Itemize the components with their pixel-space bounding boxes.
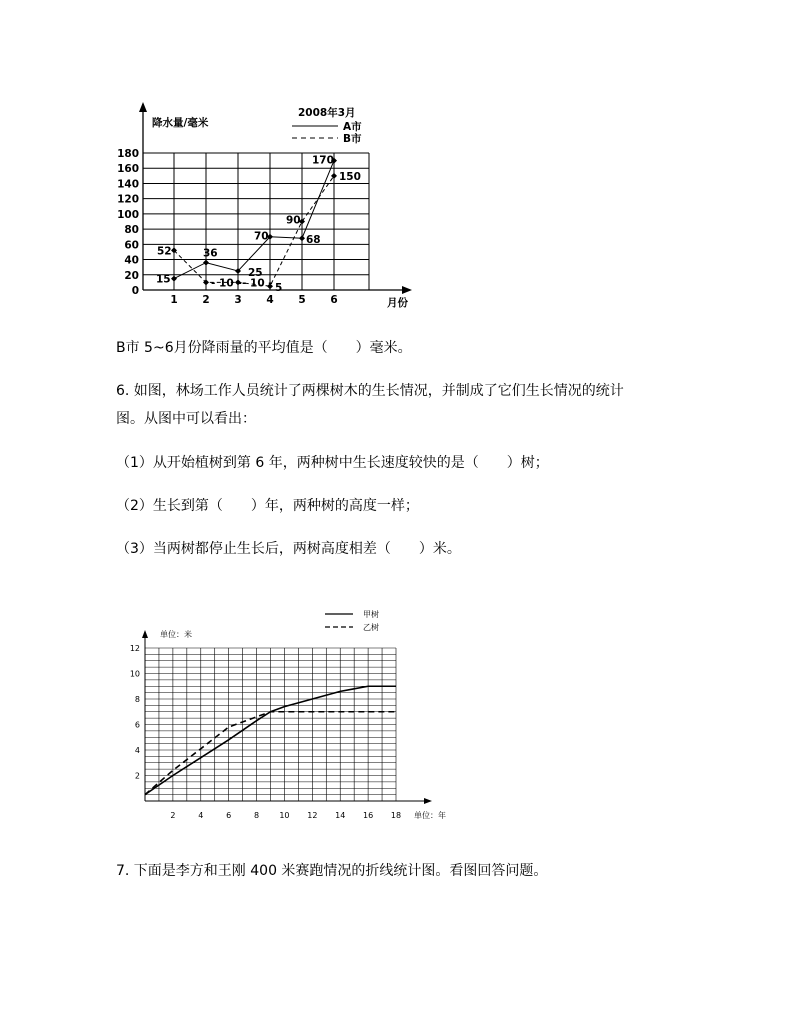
chart1-ytick-label: 60 (124, 239, 139, 252)
chart2-ylabel: 单位：米 (160, 630, 192, 639)
chart1-data-label: 36 (203, 247, 218, 260)
chart1-ytick-label: 20 (124, 269, 139, 282)
chart1-point-marker (299, 235, 305, 241)
chart1-ytick-label: 80 (124, 224, 139, 237)
chart2-xtick-label: 2 (170, 811, 176, 820)
chart1-data-label: 15 (156, 273, 171, 286)
chart1-data-label: - 10 - (242, 277, 273, 290)
question-6-intro-line1: 6. 如图，林场工作人员统计了两棵树木的生长情况，并制成了它们生长情况的统计 (116, 383, 624, 399)
chart1-y-axis-arrow (139, 102, 147, 112)
chart1-legend-label: A市 (343, 121, 362, 133)
question-6-sub1: （1）从开始植树到第 6 年，两种树中生长速度较快的是（ ）树； (116, 455, 549, 471)
question-6-sub2: （2）生长到第（ ）年，两种树的高度一样； (116, 498, 419, 514)
chart1-data-label: 170 (312, 154, 334, 167)
chart2-xtick-label: 18 (390, 811, 402, 820)
chart1-legend-label: B市 (343, 133, 362, 145)
chart1-data-label: 70 (254, 230, 269, 243)
chart1-point-marker (203, 260, 209, 266)
chart1-xtick-label: 5 (298, 294, 306, 306)
chart2-ytick-label: 6 (134, 720, 140, 730)
chart1-ytick-label: 100 (117, 208, 139, 221)
chart1-data-label: - 10 - (211, 277, 242, 290)
chart2-y-axis-arrow (142, 630, 148, 638)
chart1-xtick-label: 4 (266, 294, 274, 306)
chart2-xlabel: 单位：年 (414, 811, 446, 820)
chart1-x-axis-arrow (402, 286, 412, 294)
chart2-ytick-label: 12 (129, 644, 140, 653)
chart2-xtick-label: 8 (254, 811, 260, 820)
chart1-title: 2008年3月 (298, 107, 356, 119)
chart1-ylabel: 降水量/毫米 (152, 117, 209, 129)
chart2-ytick-label: 8 (134, 695, 140, 704)
chart1-series-line-a (174, 161, 334, 279)
chart1-xtick-label: 3 (234, 294, 242, 306)
chart1-ytick-label: 140 (117, 178, 139, 191)
chart1-point-marker (171, 276, 177, 282)
chart2-xtick-label: 16 (363, 811, 374, 820)
chart2-xtick-label: 14 (335, 811, 346, 820)
chart1-labels (117, 106, 408, 309)
chart1-data-label: 90 (286, 214, 301, 227)
question-6-sub3: （3）当两树都停止生长后，两树高度相差（ ）米。 (116, 541, 461, 557)
chart1-ytick-label: 180 (117, 148, 139, 160)
chart1-ytick-label: 160 (117, 163, 139, 176)
question-7: 7. 下面是李方和王刚 400 米赛跑情况的折线统计图。看图回答问题。 (116, 863, 548, 879)
chart1-data-label: 25 (248, 266, 263, 279)
chart2-legend-label: 乙树 (363, 623, 379, 632)
chart1-data-label: 150 (339, 170, 361, 183)
chart1-ytick-label: 120 (117, 193, 139, 206)
tree-growth-line-chart (0, 590, 794, 850)
chart1-ytick-label: 40 (124, 254, 139, 267)
chart1-data-label: 52 (157, 245, 172, 258)
chart2-ytick-label: 4 (134, 746, 140, 755)
chart1-xtick-label: 6 (330, 294, 338, 306)
rainfall-line-chart (0, 0, 794, 330)
chart1-axes (139, 102, 412, 294)
chart1-xtick-label: 1 (170, 294, 178, 306)
chart1-data-label: 5 (275, 282, 283, 295)
chart1-xtick-label: 2 (202, 294, 210, 306)
chart2-ytick-label: 10 (129, 669, 140, 679)
chart1-data-label: 68 (306, 234, 321, 247)
chart1-ytick-label: 0 (131, 285, 139, 297)
chart2-xtick-label: 10 (279, 811, 290, 820)
chart1-point-marker (331, 173, 337, 179)
chart2-grid (145, 648, 396, 801)
question-6-intro-line2: 图。从图中可以看出： (116, 411, 256, 427)
chart2-xtick-label: 6 (226, 811, 232, 820)
chart2-legend-label: 甲树 (363, 610, 379, 619)
chart2-xtick-label: 4 (198, 811, 204, 820)
chart1-xlabel: 月份 (387, 297, 408, 309)
question-b-average: B市 5~6月份降雨量的平均值是（ ）毫米。 (116, 340, 412, 356)
chart2-axes (142, 630, 432, 804)
chart2-xtick-label: 12 (307, 811, 318, 820)
chart2-x-axis-arrow (424, 798, 432, 804)
chart2-ytick-label: 2 (134, 771, 140, 781)
